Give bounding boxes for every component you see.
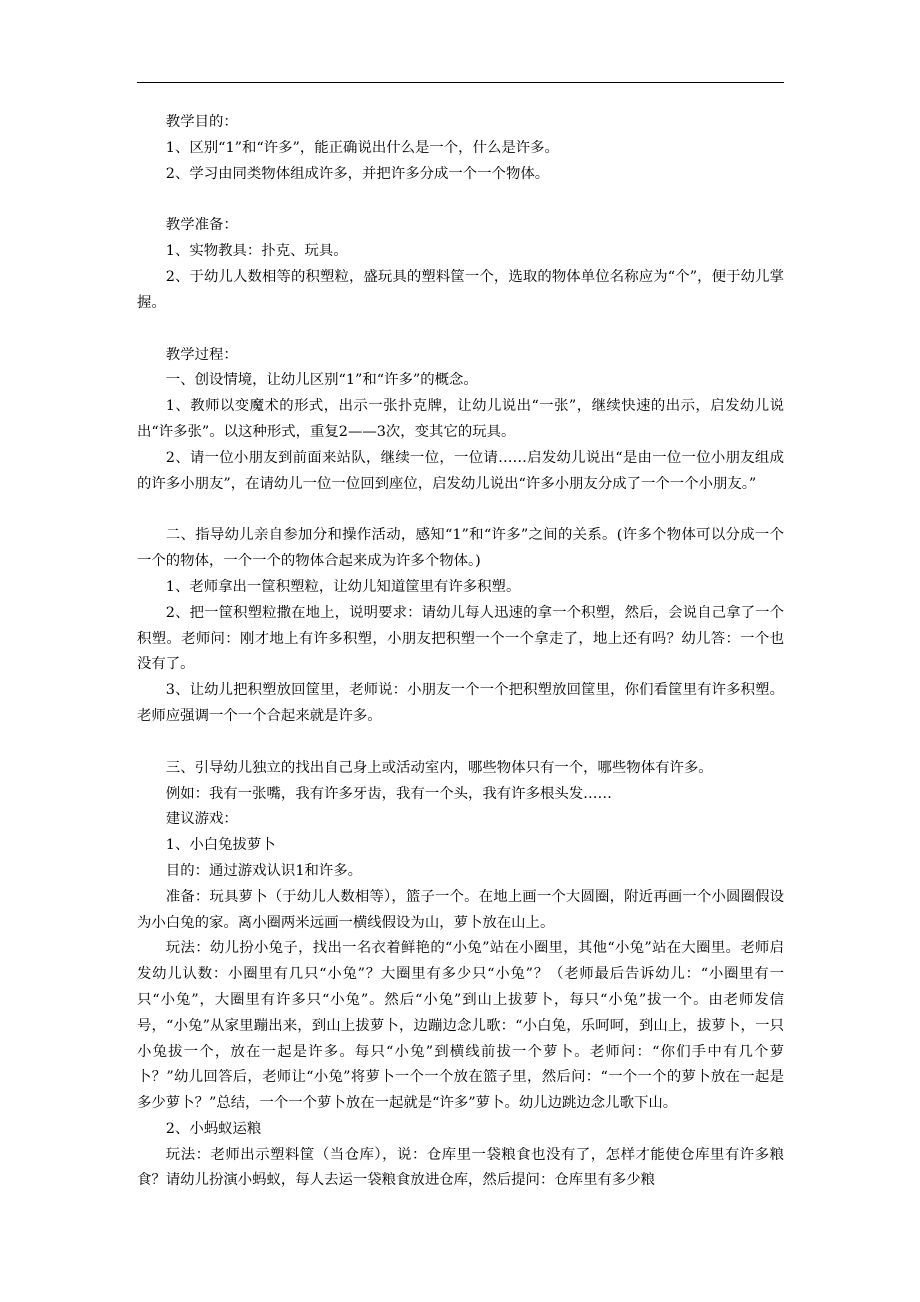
purpose-title: 教学目的：: [165, 114, 238, 130]
game1-name: 1、小白兔拔萝卜: [165, 837, 276, 854]
game1-goal: 目的：通过游戏认识1和许多。: [165, 862, 363, 879]
part2-item: 2、把一筐积塑粒撒在地上，说明要求：请幼儿每人迅速的拿一个积塑，然后，会说自己拿了一个积塑。老师问：刚才地上有许多积塑，小朋友把积塑一个一个拿走了，地上还有吗？幼儿答：一个也没有了。: [137, 604, 784, 673]
document-body: [137, 110, 784, 1194]
process-title: 教学过程：: [165, 346, 238, 363]
part2-heading: 二、指导幼儿亲自参加分和操作活动，感知“1”和“许多”之间的关系。(许多个物体可以分成一个一个的物体，一个一个的物体合起来成为许多个物体。): [137, 527, 784, 570]
games-title: 建议游戏：: [165, 811, 238, 828]
header-rule: [137, 82, 784, 83]
purpose-item: 1、区别“1”和“许多”，能正确说出什么是一个，什么是许多。: [165, 139, 559, 156]
part2-item: 3、让幼儿把积塑放回筐里，老师说：小朋友一个一个把积塑放回筐里，你们看筐里有许多积塑。老师应强调一个一个合起来就是许多。: [137, 682, 784, 724]
preparation-item: 2、于幼儿人数相等的积塑粒，盛玩具的塑料筐一个，选取的物体单位名称应为“个”，便于幼儿掌握。: [137, 268, 784, 311]
preparation-title: 教学准备：: [165, 217, 238, 234]
game1-prep: 准备：玩具萝卜（于幼儿人数相等），篮子一个。在地上画一个大圆圈，附近再画一个小圆圈假设为小白兔的家。离小圈两米远画一横线假设为山，萝卜放在山上。: [137, 888, 784, 931]
game1-play: 玩法：幼儿扮小兔子，找出一名衣着鲜艳的“小兔”站在小圈里，其他“小兔”站在大圈里。老师启发幼儿认数：小圈里有几只“小兔”？大圈里有多少只“小兔”？（老师最后告诉幼儿：“小圈里有一只“小兔”，大圈里有许多只“小兔”。然后“小兔”到山上拔萝卜，每只“小兔”拔一个。由老师发信号，“小兔”从家里蹦出来，到山上拔萝卜，边蹦边念儿歌：“小白兔，乐呵呵，到山上，拔萝卜，一只小兔拔一个，放在一起是许多。每只“小兔”到横线前拔一个萝卜。老师问：“你们手中有几个萝卜？”幼儿回答后，老师让“小兔”将萝卜一个一个放在篮子里，然后问：“一个一个的萝卜放在一起是多少萝卜？”总结，一个一个萝卜放在一起就是“许多”萝卜。幼儿边跳边念儿歌下山。: [137, 940, 784, 1112]
part1-item: 1、教师以变魔术的形式，出示一张扑克牌，让幼儿说出“一张”，继续快速的出示，启发幼儿说出“许多张”。以这种形式，重复2——3次，变其它的玩具。: [137, 398, 784, 440]
game2-play: 玩法：老师出示塑料筐（当仓库），说：仓库里一袋粮食也没有了，怎样才能使仓库里有许多粮食？请幼儿扮演小蚂蚁，每人去运一袋粮食放进仓库，然后提问：仓库里有多少粮: [137, 1146, 784, 1189]
part1-item: 2、请一位小朋友到前面来站队，继续一位，一位请……启发幼儿说出“是由一位一位小朋友组成的许多小朋友”，在请幼儿一位一位回到座位，启发幼儿说出“许多小朋友分成了一个一个小朋友。”: [137, 449, 784, 492]
preparation-item: 1、实物教具：扑克、玩具。: [165, 243, 348, 260]
part3-heading: 三、引导幼儿独立的找出自己身上或活动室内，哪些物体只有一个，哪些物体有许多。: [165, 759, 713, 776]
part3-example: 例如：我有一张嘴，我有许多牙齿，我有一个头，我有许多根头发……: [165, 785, 612, 802]
part2-item: 1、老师拿出一筐积塑粒，让幼儿知道筐里有许多积塑。: [165, 578, 521, 595]
game2-name: 2、小蚂蚁运粮: [165, 1120, 262, 1137]
part1-heading: 一、创设情境，让幼儿区别“1”和“许多”的概念。: [165, 372, 478, 389]
purpose-item: 2、学习由同类物体组成许多，并把许多分成一个一个物体。: [165, 165, 550, 182]
